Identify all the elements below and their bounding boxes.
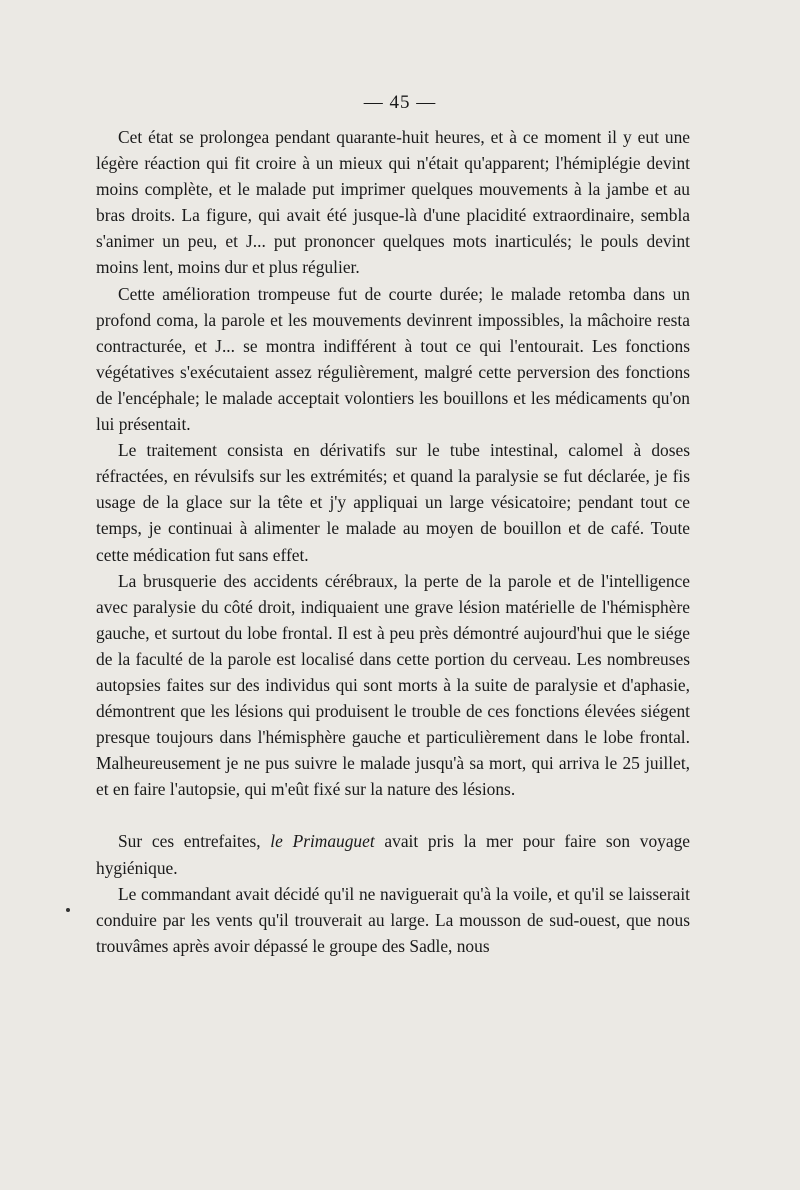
- page-number: — 45 —: [363, 92, 437, 113]
- paragraph-1: Cet état se prolongea pendant quarante-huit heures, et à ce moment il y eut une légère réaction qui fit croire à un mieux qui n'était qu'apparent; l'hémiplégie devint moins complète, et le malade put imprimer quelques mouvements à la jambe et au bras droits. La figure, qui avait été jusque-là d'une placidité extraordinaire, sembla s'animer un peu, et J... put prononcer quelques mots inarticulés; le pouls devint moins lent, moins dur et plus régulier.: [96, 127, 690, 278]
- ink-dot: [66, 908, 70, 912]
- ship-name: le Primauguet: [270, 831, 375, 852]
- paragraph-6: Le commandant avait décidé qu'il ne naviguerait qu'à la voile, et qu'il se laisserait conduire par les vents qu'il trouverait au large. La mousson de sud-ouest, que nous trouvâmes après avoir dépassé le groupe des Sadle, nous: [96, 883, 690, 956]
- paragraph-5-start: Sur ces entrefaites,: [118, 831, 271, 852]
- paragraph-2: Cette amélioration trompeuse fut de courte durée; le malade retomba dans un profond coma, la parole et les mouvements devinrent impossibles, la mâchoire resta contracturée, et J... se montra indifférent à tout ce qui l'entourait. Les fonctions végétatives s'exécutaient assez régulièrement, malgré cette perversion des fonctions de l'encéphale; le malade acceptait volontiers les bouillons et les médicaments qu'on lui présentait.: [96, 283, 690, 435]
- paragraph-5-end: avait pris la mer pour faire son voyage hygiénique.: [96, 831, 691, 878]
- paragraph-3: Le traitement consista en dérivatifs sur le tube intestinal, calomel à doses réfractées, en révulsifs sur les extrémités; et quand la paralysie se fut déclarée, je fis usage de la glace sur la tête et j'y appliquai un large vésicatoire; pendant tout ce temps, je continuai à alimenter le malade au moyen de bouillon et de café. Toute cette médication fut sans effet.: [96, 440, 690, 565]
- paragraph-5: [96, 828, 690, 880]
- body-text: [96, 124, 690, 959]
- paragraph-4: La brusquerie des accidents cérébraux, la perte de la parole et de l'intelligence avec paralysie du côté droit, indiquaient une grave lésion matérielle de l'hémisphère gauche, et surtout du lobe frontal. Il est à peu près démontré aujourd'hui que le siége de la faculté de la parole est localisé dans cette portion du cerveau. Les nombreuses autopsies faites sur des individus qui sont morts à la suite de paralysie et d'aphasie, démontrent que les lésions qui produisent le trouble de ces fonctions élevées siégent presque toujours dans l'hémisphère gauche et particulièrement dans le lobe frontal. Malheureusement je ne pus suivre le malade jusqu'à sa mort, qui arriva le 25 juillet, et en faire l'autopsie, qui m'eût fixé sur la nature des lésions.: [96, 570, 690, 800]
